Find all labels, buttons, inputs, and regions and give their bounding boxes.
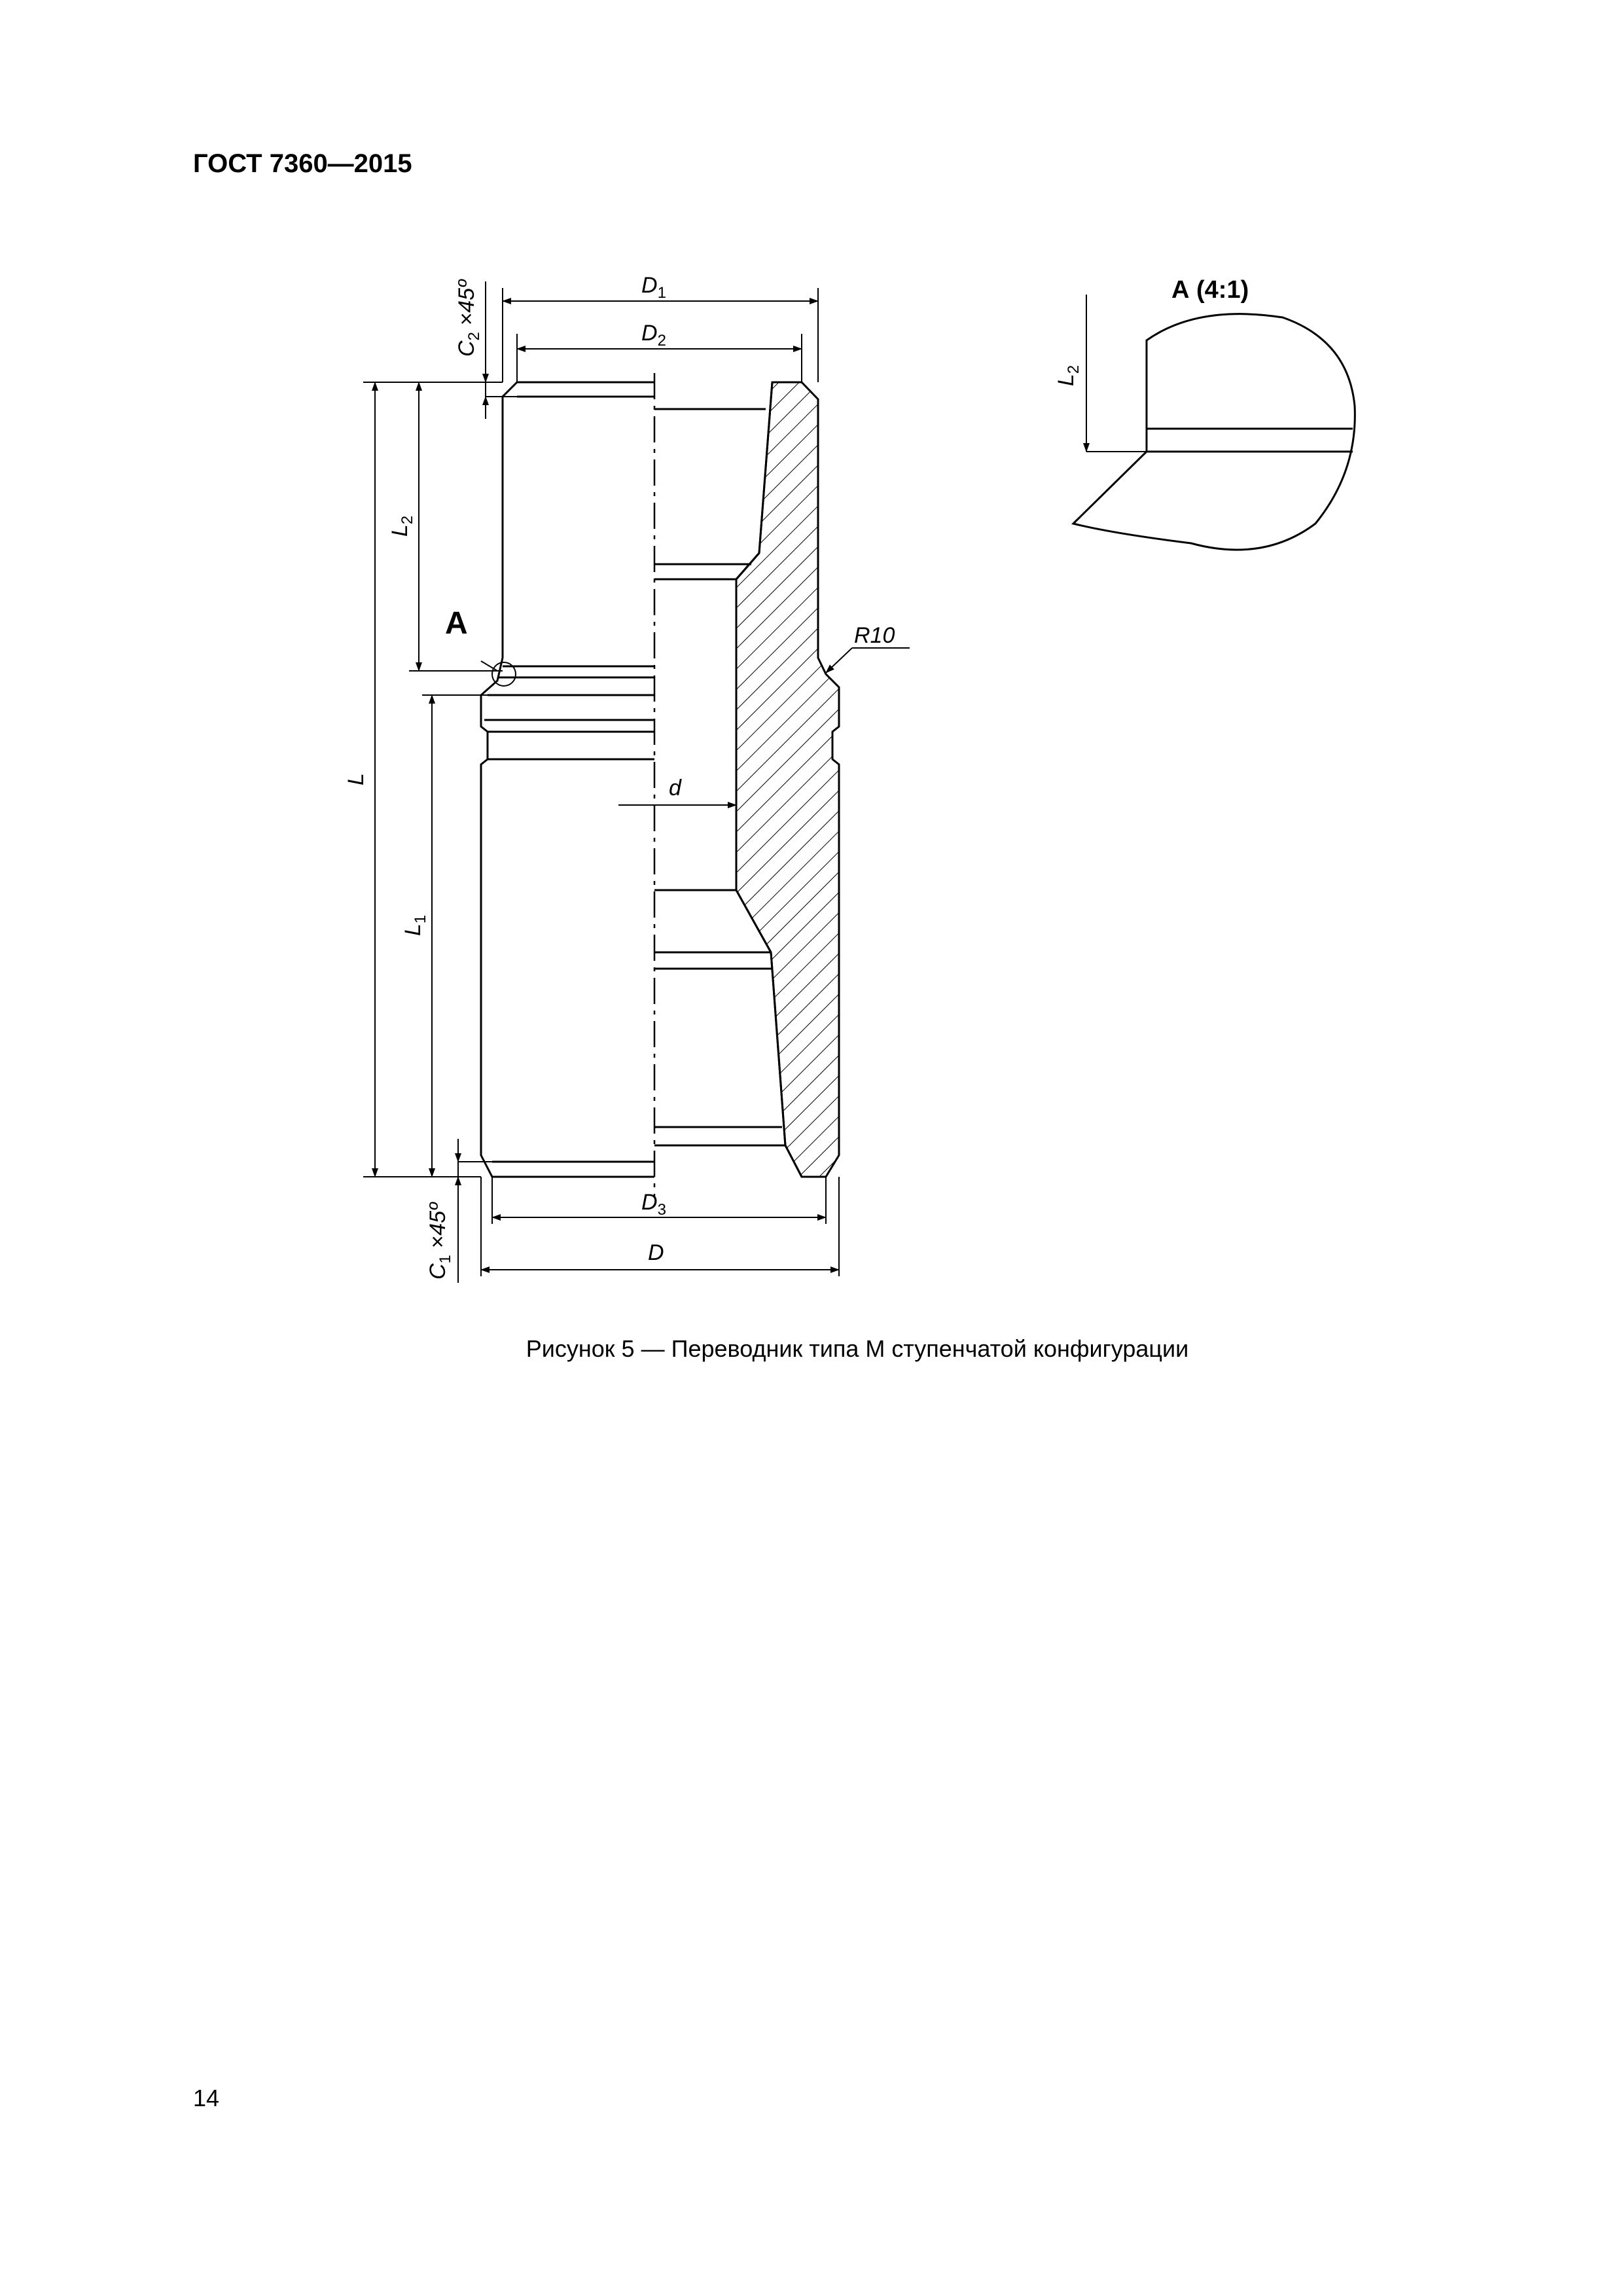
detail-marker-A: А <box>445 606 468 641</box>
dim-C1: $C_1$ ×45º <box>425 1202 454 1280</box>
dim-C2: $C_2$ ×45º <box>454 279 483 357</box>
detail-title: А (4:1) <box>1171 276 1249 304</box>
dim-L2-detail: $L_2$ <box>1054 365 1082 386</box>
label-R10: R10 <box>854 623 895 648</box>
dim-L1: $L_1$ <box>401 914 429 936</box>
detail-outline <box>1073 314 1355 550</box>
page-number: 14 <box>193 2085 220 2111</box>
dim-L2: $L_2$ <box>387 515 416 537</box>
document-header: ГОСТ 7360—2015 <box>193 149 412 178</box>
dim-D: D <box>648 1240 664 1265</box>
dim-d: d <box>669 776 681 800</box>
dim-D3: $D_3$ <box>641 1190 666 1219</box>
dim-L: L <box>344 773 368 785</box>
dim-D1: $D_1$ <box>641 273 666 302</box>
figure-caption: Рисунок 5 — Переводник типа М ступенчатой конфигурации <box>526 1335 1189 1362</box>
outer-contour <box>481 382 654 1177</box>
section-hatch <box>736 382 839 1177</box>
dim-D2: $D_2$ <box>641 321 666 350</box>
